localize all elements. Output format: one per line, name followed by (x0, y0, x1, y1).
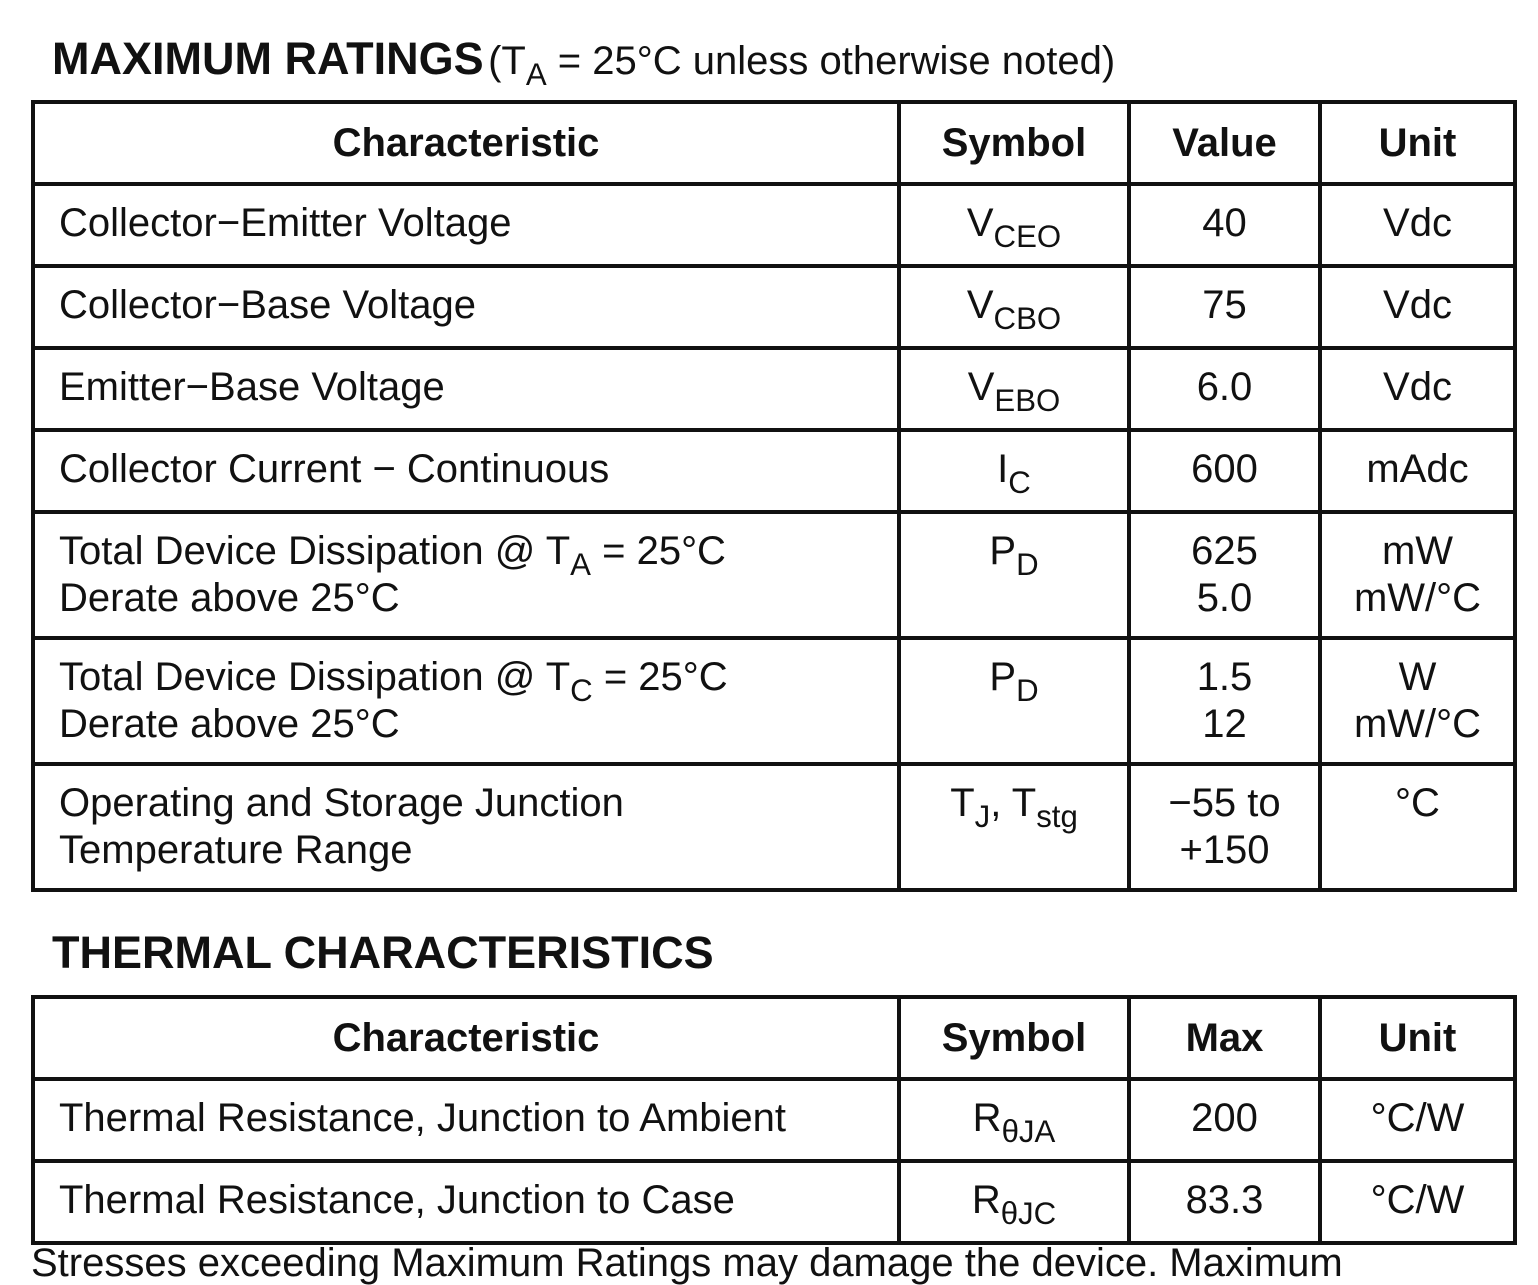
value-line: 5.0 (1196, 576, 1253, 620)
value-cell (1129, 638, 1320, 764)
header-symbol: Symbol (899, 997, 1129, 1079)
characteristic-sub: C (570, 672, 593, 708)
value-cell: 75 (1129, 266, 1320, 348)
characteristic-line: Operating and Storage Junction (59, 781, 624, 825)
maximum-ratings-heading: MAXIMUM RATINGS (52, 33, 484, 84)
header-symbol: Symbol (899, 102, 1129, 184)
table-row (33, 184, 1515, 266)
header-max: Max (1129, 997, 1320, 1079)
symbol-main: T (1011, 781, 1037, 825)
symbol-sub: CBO (993, 300, 1062, 336)
maximum-ratings-table (31, 100, 1517, 892)
unit-cell: °C/W (1320, 1079, 1515, 1161)
symbol-sub: J (974, 798, 991, 834)
header-unit: Unit (1320, 997, 1515, 1079)
symbol-main: I (997, 447, 1009, 491)
unit-cell: °C/W (1320, 1161, 1515, 1243)
value-cell: 6.0 (1129, 348, 1320, 430)
characteristic-text: Total Device Dissipation @ T (59, 529, 571, 573)
symbol-cell (899, 764, 1129, 890)
symbol-sub: D (1016, 672, 1039, 708)
symbol-cell (899, 430, 1129, 512)
condition-suffix: = 25°C unless otherwise noted) (546, 39, 1116, 83)
symbol-sub: D (1016, 546, 1039, 582)
symbol-cell (899, 184, 1129, 266)
value-cell (1129, 764, 1320, 890)
characteristic-text: = 25°C (590, 529, 726, 573)
unit-cell: Vdc (1320, 348, 1515, 430)
symbol-sub: θJC (1000, 1195, 1057, 1231)
value-cell: 600 (1129, 430, 1320, 512)
symbol-main: P (989, 529, 1017, 573)
value-line: 625 (1191, 529, 1258, 573)
unit-line: mW (1381, 529, 1454, 573)
table-row (33, 512, 1515, 638)
table-row (33, 430, 1515, 512)
table-row (33, 348, 1515, 430)
header-value: Value (1129, 102, 1320, 184)
value-cell (1129, 512, 1320, 638)
unit-cell (1320, 638, 1515, 764)
characteristic-cell: Emitter−Base Voltage (33, 348, 899, 430)
characteristic-cell: Collector−Base Voltage (33, 266, 899, 348)
value-line: 12 (1202, 702, 1247, 746)
table-header-row (33, 102, 1515, 184)
header-characteristic: Characteristic (33, 102, 899, 184)
characteristic-cell (33, 638, 899, 764)
thermal-characteristics-heading: THERMAL CHARACTERISTICS (52, 927, 714, 978)
unit-cell: mAdc (1320, 430, 1515, 512)
table-row (33, 764, 1515, 890)
value-cell: 200 (1129, 1079, 1320, 1161)
symbol-cell (899, 638, 1129, 764)
symbol-sub: EBO (994, 382, 1061, 418)
unit-cell (1320, 512, 1515, 638)
table-row (33, 266, 1515, 348)
symbol-sub: stg (1036, 798, 1078, 834)
symbol-main: V (966, 283, 994, 327)
symbol-main: R (972, 1096, 1002, 1140)
characteristic-cell: Thermal Resistance, Junction to Ambient (33, 1079, 899, 1161)
symbol-main: V (966, 201, 994, 245)
unit-line: mW/°C (1353, 576, 1482, 620)
symbol-separator: , (990, 781, 1012, 825)
table-row (33, 1079, 1515, 1161)
symbol-cell (899, 1079, 1129, 1161)
value-line: 1.5 (1196, 655, 1253, 699)
symbol-main: T (950, 781, 975, 825)
value-cell: 40 (1129, 184, 1320, 266)
symbol-main: P (989, 655, 1017, 699)
maximum-ratings-title (52, 33, 1116, 92)
symbol-cell (899, 1161, 1129, 1243)
unit-cell: °C (1320, 764, 1515, 890)
characteristic-line: Derate above 25°C (59, 576, 400, 620)
footer-note: Stresses exceeding Maximum Ratings may damage the device. Maximum (31, 1241, 1343, 1285)
characteristic-line (59, 528, 897, 582)
characteristic-cell: Collector Current − Continuous (33, 430, 899, 512)
characteristic-cell (33, 512, 899, 638)
value-cell: 83.3 (1129, 1161, 1320, 1243)
symbol-sub: θJA (1001, 1113, 1056, 1149)
thermal-characteristics-title (52, 927, 714, 978)
characteristic-sub: A (570, 546, 591, 582)
unit-cell: Vdc (1320, 184, 1515, 266)
symbol-sub: C (1008, 464, 1031, 500)
table-row (33, 638, 1515, 764)
symbol-main: R (971, 1178, 1001, 1222)
table-header-row (33, 997, 1515, 1079)
characteristic-line (59, 654, 897, 708)
characteristic-cell: Collector−Emitter Voltage (33, 184, 899, 266)
symbol-main: V (967, 365, 995, 409)
thermal-characteristics-table (31, 995, 1517, 1245)
characteristic-line: Derate above 25°C (59, 702, 400, 746)
header-characteristic: Characteristic (33, 997, 899, 1079)
unit-line: W (1398, 655, 1437, 699)
condition-prefix: (T (488, 39, 526, 83)
value-line: +150 (1179, 828, 1270, 872)
value-line: −55 to (1168, 781, 1281, 825)
characteristic-cell (33, 764, 899, 890)
symbol-cell (899, 512, 1129, 638)
unit-line: mW/°C (1353, 702, 1482, 746)
unit-cell: Vdc (1320, 266, 1515, 348)
characteristic-line: Temperature Range (59, 828, 413, 872)
characteristic-text: = 25°C (592, 655, 728, 699)
symbol-cell (899, 348, 1129, 430)
characteristic-text: Total Device Dissipation @ T (59, 655, 571, 699)
header-unit: Unit (1320, 102, 1515, 184)
characteristic-cell: Thermal Resistance, Junction to Case (33, 1161, 899, 1243)
maximum-ratings-condition (488, 39, 1116, 92)
symbol-sub: CEO (993, 218, 1062, 254)
condition-sub: A (525, 56, 547, 92)
symbol-cell (899, 266, 1129, 348)
table-row (33, 1161, 1515, 1243)
